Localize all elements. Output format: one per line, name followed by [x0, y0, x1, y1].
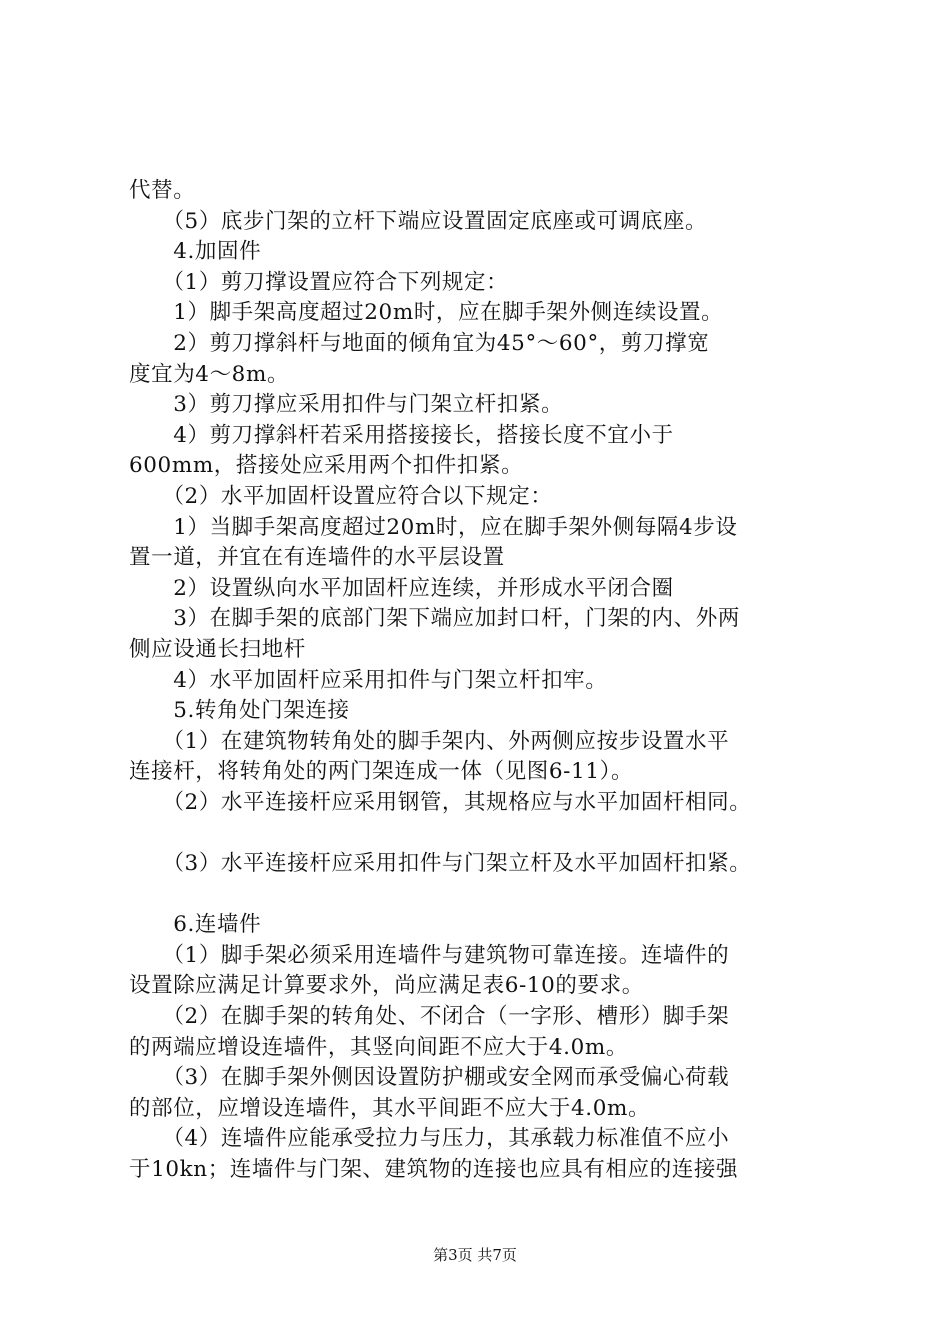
text-line: 的部位，应增设连墙件，其水平间距不应大于4.0m。 [129, 1095, 651, 1121]
text-line: 5.转角处门架连接 [129, 698, 350, 724]
text-line: （3）在脚手架外侧因设置防护棚或安全网而承受偏心荷载 [129, 1065, 730, 1091]
text-line: （2）水平连接杆应采用钢管，其规格应与水平加固杆相同。 [129, 789, 752, 815]
text-line: 3）在脚手架的底部门架下端应加封口杆，门架的内、外两 [129, 606, 740, 632]
text-line: （1）脚手架必须采用连墙件与建筑物可靠连接。连墙件的 [129, 942, 730, 968]
blank-line [129, 818, 835, 849]
text-line: 4.加固件 [129, 239, 262, 265]
text-line: 置一道，并宜在有连墙件的水平层设置 [129, 545, 505, 571]
body-text [129, 176, 835, 1186]
text-line: 侧应设通长扫地杆 [129, 636, 306, 662]
text-line: 3）剪刀撑应采用扣件与门架立杆扣紧。 [129, 392, 564, 418]
text-line: 的两端应增设连墙件，其竖向间距不应大于4.0m。 [129, 1034, 628, 1060]
text-line: 于10kn；连墙件与门架、建筑物的连接也应具有相应的连接强 [129, 1157, 739, 1182]
text-line: 600mm，搭接处应采用两个扣件扣紧。 [129, 453, 524, 479]
text-line: 4）剪刀撑斜杆若采用搭接接长，搭接长度不宜小于 [129, 422, 674, 448]
text-line: （1）在建筑物转角处的脚手架内、外两侧应按步设置水平 [129, 728, 730, 754]
text-line: 度宜为4～8m。 [129, 361, 290, 387]
text-line: 2）剪刀撑斜杆与地面的倾角宜为45°～60°，剪刀撑宽 [129, 330, 710, 356]
text-line: 代替。 [129, 178, 196, 203]
text-line: （2）在脚手架的转角处、不闭合（一字形、槽形）脚手架 [129, 1004, 730, 1030]
text-line: （1）剪刀撑设置应符合下列规定： [129, 269, 509, 295]
text-line: （3）水平连接杆应采用扣件与门架立杆及水平加固杆扣紧。 [129, 851, 752, 877]
text-line: 连接杆，将转角处的两门架连成一体（见图6-11）。 [129, 759, 634, 785]
text-line: 4）水平加固杆应采用扣件与门架立杆扣牢。 [129, 667, 608, 693]
text-line: （4）连墙件应能承受拉力与压力，其承载力标准值不应小 [129, 1126, 730, 1152]
text-line: 6.连墙件 [129, 912, 262, 938]
page-footer: 第3页 共7页 [433, 1246, 517, 1264]
text-line: 设置除应满足计算要求外，尚应满足表6-10的要求。 [129, 973, 644, 999]
text-line: 1）脚手架高度超过20m时，应在脚手架外侧连续设置。 [129, 300, 724, 326]
text-line: （5）底步门架的立杆下端应设置固定底座或可调底座。 [129, 208, 708, 234]
text-line: 2）设置纵向水平加固杆应连续，并形成水平闭合圈 [129, 575, 674, 601]
blank-line [129, 880, 835, 911]
text-line: 1）当脚手架高度超过20m时，应在脚手架外侧每隔4步设 [129, 514, 738, 540]
text-line: （2）水平加固杆设置应符合以下规定： [129, 483, 553, 509]
